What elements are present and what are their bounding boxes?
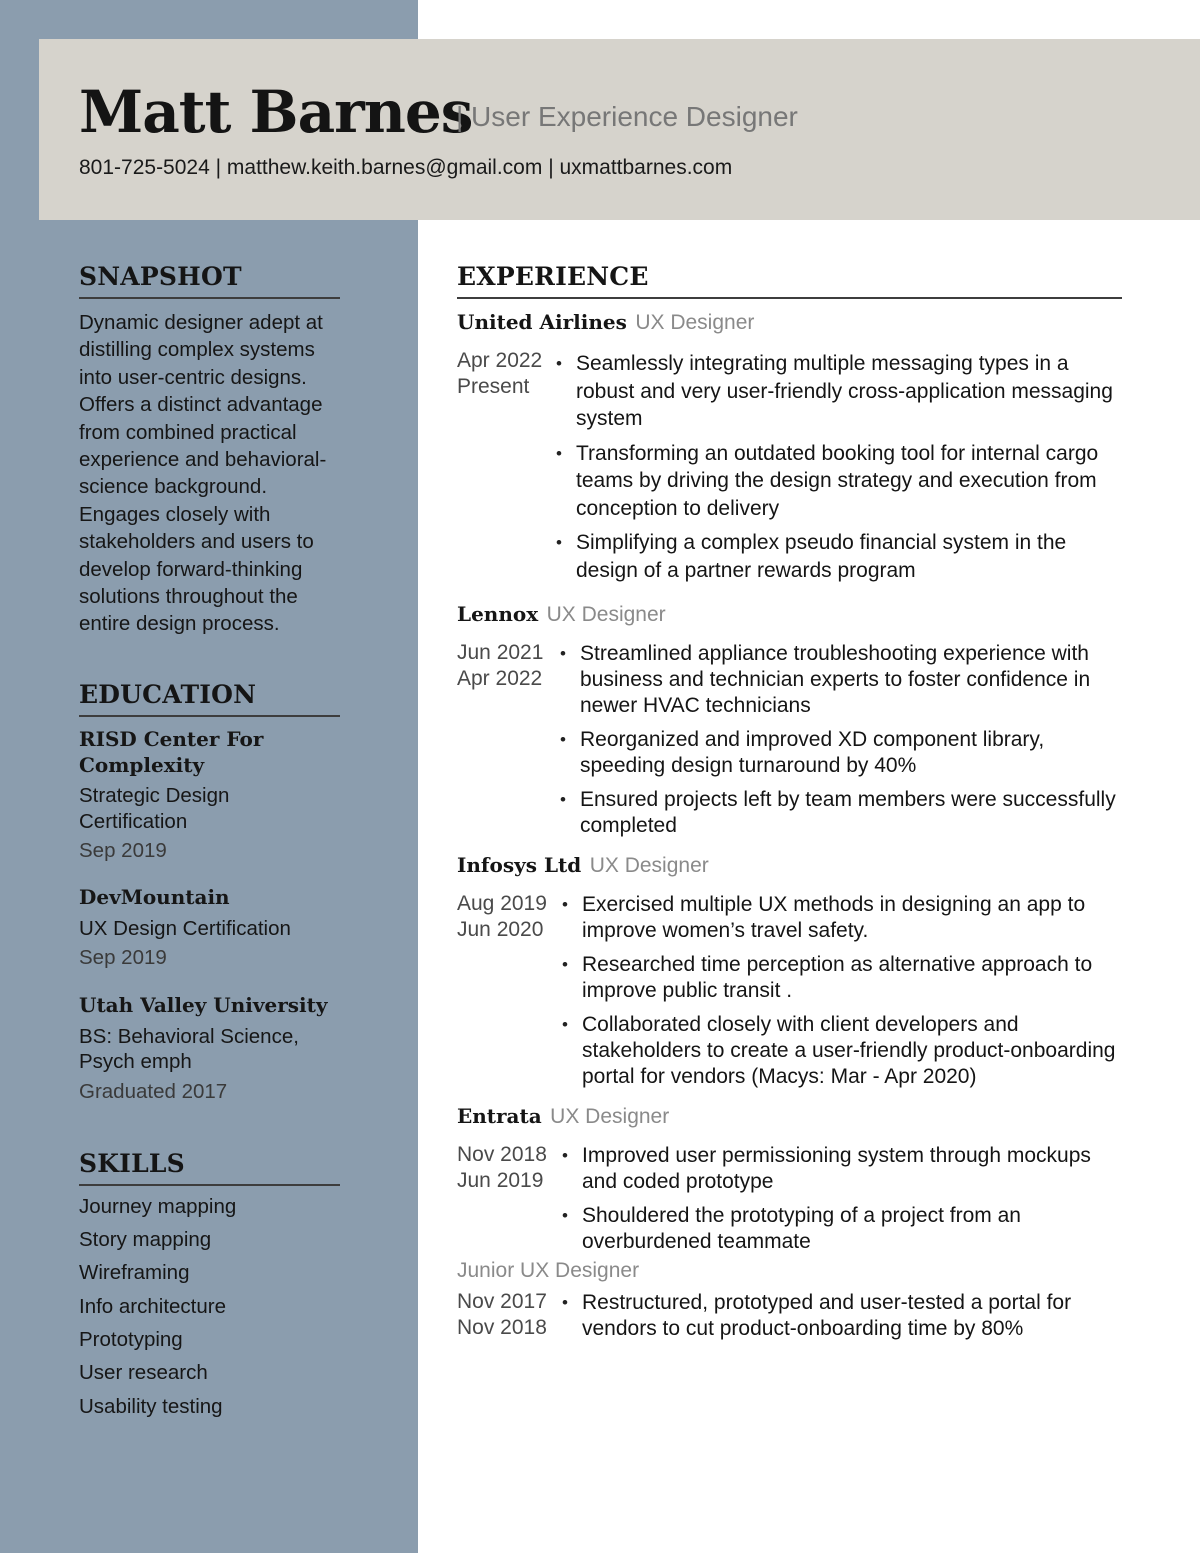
education-institution: Utah Valley University: [79, 993, 328, 1017]
job-end-date: Jun 2020: [457, 918, 544, 941]
education-institution: RISD Center For Complexity: [79, 727, 264, 777]
job-bullets: [562, 1143, 1122, 1263]
job-start-date: Jun 2021: [457, 641, 544, 664]
skill-item: Info architecture: [79, 1295, 226, 1318]
job-bullet: • Collaborated closely with client developers and stakeholders to create a user-friendly product-onboarding portal for vendors (Macys: Mar - Apr 2020): [562, 1012, 1122, 1090]
education-item: [79, 885, 341, 971]
job-role: Junior UX Designer: [457, 1259, 640, 1282]
skill-item: Journey mapping: [79, 1195, 237, 1218]
education-date: Graduated 2017: [79, 1079, 228, 1103]
job-bullets: [562, 892, 1122, 1098]
education-divider: [79, 715, 340, 717]
contact-info: 801-725-5024 | matthew.keith.barnes@gmail.com | uxmattbarnes.com: [79, 156, 733, 179]
job-role: UX Designer: [589, 854, 709, 877]
job-bullet: • Restructured, prototyped and user-tested a portal for vendors to cut product-onboarding time by 80%: [562, 1290, 1122, 1342]
skill-item: Story mapping: [79, 1228, 212, 1251]
job-end-date: Apr 2022: [457, 667, 543, 690]
skills-divider: [79, 1184, 340, 1186]
education-date: Sep 2019: [79, 839, 167, 862]
job-role: UX Designer: [635, 311, 755, 334]
job-dates: [457, 1142, 547, 1194]
job-bullets: [560, 641, 1120, 847]
job-role: UX Designer: [550, 1105, 670, 1128]
job-start-date: Aug 2019: [457, 892, 547, 915]
snapshot-text: Dynamic designer adept at distilling complex systems into user-centric designs. Offers a distinct advantage from combined practical experience and behavioral-science background. Engages closely with stakeholders and users to develop forward-thinking solutions throughout the entire design process.: [79, 311, 327, 636]
job-header: [457, 308, 754, 339]
job-start-date: Nov 2018: [457, 1143, 547, 1166]
candidate-name: Matt Barnes: [79, 78, 473, 146]
education-item: [79, 727, 341, 864]
job-bullet: • Reorganized and improved XD component library, speeding design turnaround by 40%: [560, 727, 1120, 779]
skill-item: User research: [79, 1361, 208, 1384]
job-end-date: Jun 2019: [457, 1169, 544, 1192]
education-heading: EDUCATION: [79, 680, 257, 709]
education-institution: DevMountain: [79, 885, 230, 909]
job-header: [457, 1102, 669, 1133]
job-dates: [457, 891, 547, 943]
education-item: [79, 993, 341, 1104]
job-dates: [457, 640, 543, 692]
job-bullet: • Improved user permissioning system through mockups and coded prototype: [562, 1143, 1122, 1195]
job-dates: [457, 1289, 547, 1341]
job-end-date: Nov 2018: [457, 1316, 547, 1339]
company-name: Entrata: [457, 1104, 542, 1128]
skills-heading: SKILLS: [79, 1149, 185, 1178]
skill-item: Wireframing: [79, 1261, 190, 1284]
company-name: United Airlines: [457, 310, 627, 334]
job-header: [457, 851, 709, 882]
job-bullet: • Exercised multiple UX methods in designing an app to improve women’s travel safety.: [562, 892, 1122, 944]
job-bullet: • Shouldered the prototyping of a project from an overburdened teammate: [562, 1203, 1122, 1255]
company-name: Infosys Ltd: [457, 853, 582, 877]
job-bullet: • Streamlined appliance troubleshooting experience with business and technician experts to foster confidence in newer HVAC technicians: [560, 641, 1120, 719]
snapshot-divider: [79, 297, 340, 299]
snapshot-heading: SNAPSHOT: [79, 262, 242, 291]
skill-item: Prototyping: [79, 1328, 183, 1351]
job-title: | User Experience Designer: [456, 101, 798, 132]
job-end-date: Present: [457, 375, 530, 398]
job-header: [457, 1257, 639, 1287]
job-start-date: Nov 2017: [457, 1290, 547, 1313]
company-name: Lennox: [457, 602, 539, 626]
job-bullet: • Seamlessly integrating multiple messaging types in a robust and very user-friendly cross-application messaging system: [556, 350, 1116, 433]
job-header: [457, 600, 666, 631]
job-bullets: [562, 1290, 1122, 1350]
education-degree: UX Design Certification: [79, 916, 291, 940]
job-bullet: • Simplifying a complex pseudo financial system in the design of a partner rewards program: [556, 529, 1116, 584]
job-bullet: • Researched time perception as alternative approach to improve public transit .: [562, 952, 1122, 1004]
skill-item: Usability testing: [79, 1395, 223, 1418]
job-role: UX Designer: [546, 603, 666, 626]
education-degree: Strategic Design Certification: [79, 784, 230, 833]
experience-heading: EXPERIENCE: [457, 262, 649, 291]
job-bullet: • Transforming an outdated booking tool for internal cargo teams by driving the design strategy and execution from conception to delivery: [556, 440, 1116, 523]
job-start-date: Apr 2022: [457, 349, 543, 372]
job-dates: [457, 348, 542, 400]
job-bullets: [556, 350, 1116, 591]
job-bullet: • Ensured projects left by team members were successfully completed: [560, 787, 1120, 839]
experience-divider: [457, 297, 1122, 299]
education-degree: BS: Behavioral Science, Psych emph: [79, 1024, 299, 1073]
education-date: Sep 2019: [79, 946, 167, 969]
